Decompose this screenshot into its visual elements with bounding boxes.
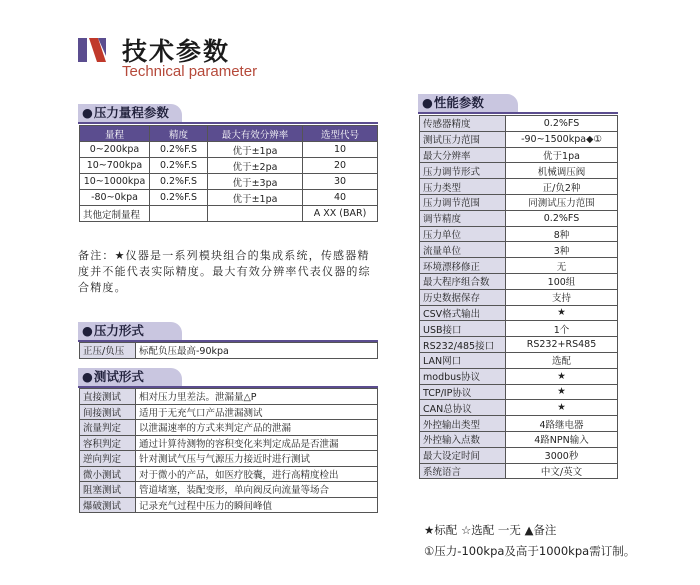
row-label: 压力调节形式 bbox=[420, 163, 506, 179]
table-cell: 优于±3pa bbox=[208, 174, 303, 190]
table-row bbox=[80, 404, 378, 420]
row-label: 系统语言 bbox=[420, 463, 506, 479]
row-label: 阻塞测试 bbox=[80, 482, 136, 498]
row-value: 1个 bbox=[506, 321, 618, 337]
section-title: 测试形式 bbox=[93, 369, 144, 384]
row-label: 容积判定 bbox=[80, 435, 136, 451]
row-label: 直接测试 bbox=[80, 389, 136, 405]
row-label: 流量判定 bbox=[80, 420, 136, 436]
section-header-performance bbox=[418, 94, 518, 112]
table-row bbox=[80, 206, 378, 222]
row-label: TCP/IP协议 bbox=[420, 384, 506, 400]
table-row bbox=[420, 337, 618, 353]
column-header: 量程 bbox=[80, 126, 150, 142]
row-value: 以泄漏速率的方式来判定产品的泄漏 bbox=[136, 420, 378, 436]
table-row bbox=[420, 116, 618, 132]
table-cell bbox=[150, 206, 208, 222]
table-row bbox=[80, 389, 378, 405]
row-label: 逆向判定 bbox=[80, 451, 136, 467]
pressure-range-table bbox=[79, 125, 378, 222]
brand-logo-icon bbox=[78, 38, 106, 62]
row-value: RS232+RS485 bbox=[506, 337, 618, 353]
row-value: ★ bbox=[506, 400, 618, 416]
section-title: 压力形式 bbox=[93, 323, 144, 338]
row-value: 0.2%FS bbox=[506, 116, 618, 132]
row-value: 0.2%FS bbox=[506, 210, 618, 226]
table-cell: 40 bbox=[303, 190, 378, 206]
table-row bbox=[420, 147, 618, 163]
table-row bbox=[420, 179, 618, 195]
row-value: 通过计算待测物的容积变化来判定成品是否泄漏 bbox=[136, 435, 378, 451]
table-row bbox=[420, 194, 618, 210]
table-row bbox=[80, 158, 378, 174]
row-label: 压力类型 bbox=[420, 179, 506, 195]
row-label: 正压/负压 bbox=[80, 343, 136, 359]
table-row bbox=[420, 463, 618, 479]
table-row bbox=[420, 400, 618, 416]
row-value: 管道堵塞，装配变形，单向阀反向流量等场合 bbox=[136, 482, 378, 498]
section-title: 压力量程参数 bbox=[93, 105, 169, 120]
table-row bbox=[420, 226, 618, 242]
row-label: 历史数据保存 bbox=[420, 289, 506, 305]
pressure-form-table bbox=[79, 342, 378, 359]
section-header-test-form bbox=[78, 368, 182, 386]
table-row bbox=[420, 258, 618, 274]
row-label: 间接测试 bbox=[80, 404, 136, 420]
row-label: 调节精度 bbox=[420, 210, 506, 226]
table-cell: 优于±2pa bbox=[208, 158, 303, 174]
row-value: 记录充气过程中压力的瞬间峰值 bbox=[136, 497, 378, 513]
row-label: 微小测试 bbox=[80, 466, 136, 482]
table-row bbox=[80, 343, 378, 359]
row-value: 4路继电器 bbox=[506, 416, 618, 432]
table-cell: 10~1000kpa bbox=[80, 174, 150, 190]
row-value: ★ bbox=[506, 305, 618, 321]
table-cell: 10~700kpa bbox=[80, 158, 150, 174]
row-label: 压力单位 bbox=[420, 226, 506, 242]
row-value: 适用于无充气口产品泄漏测试 bbox=[136, 404, 378, 420]
section-header-pressure-range bbox=[78, 104, 182, 122]
row-value: -90~1500kpa◆① bbox=[506, 131, 618, 147]
row-label: 测试压力范围 bbox=[420, 131, 506, 147]
row-label: CAN总协议 bbox=[420, 400, 506, 416]
column-header: 最大有效分辨率 bbox=[208, 126, 303, 142]
row-value: 对于微小的产品，如医疗胶囊，进行高精度检出 bbox=[136, 466, 378, 482]
table-cell: 优于±1pa bbox=[208, 142, 303, 158]
table-row bbox=[420, 431, 618, 447]
row-label: 爆破测试 bbox=[80, 497, 136, 513]
row-value: 标配负压最高-90kpa bbox=[136, 343, 378, 359]
row-label: USB接口 bbox=[420, 321, 506, 337]
table-cell: -80~0kpa bbox=[80, 190, 150, 206]
column-header: 精度 bbox=[150, 126, 208, 142]
table-cell: A XX (BAR) bbox=[303, 206, 378, 222]
table-cell bbox=[208, 206, 303, 222]
row-value: 8种 bbox=[506, 226, 618, 242]
row-value: 同测试压力范围 bbox=[506, 194, 618, 210]
table-row bbox=[80, 190, 378, 206]
page-title: 技术参数 bbox=[122, 37, 231, 66]
table-cell: 0.2%F.S bbox=[150, 142, 208, 158]
table-row bbox=[420, 163, 618, 179]
row-label: 最大设定时间 bbox=[420, 447, 506, 463]
table-cell: 0.2%F.S bbox=[150, 174, 208, 190]
table-row bbox=[420, 416, 618, 432]
section-header-pressure-form bbox=[78, 322, 182, 340]
column-header: 选型代号 bbox=[303, 126, 378, 142]
table-row bbox=[80, 466, 378, 482]
table-row bbox=[420, 210, 618, 226]
table-cell: 30 bbox=[303, 174, 378, 190]
table-row bbox=[80, 142, 378, 158]
table-row bbox=[80, 435, 378, 451]
row-value: 机械调压阀 bbox=[506, 163, 618, 179]
row-value: 正/负2种 bbox=[506, 179, 618, 195]
bullet-icon: ● bbox=[422, 95, 433, 110]
table-row bbox=[420, 447, 618, 463]
section-divider bbox=[78, 122, 378, 124]
row-value: 相对压力里差法。泄漏量△P bbox=[136, 389, 378, 405]
note-text: 备注：★仪器是一系列模块组合的集成系统，传感器精度并不能代表实际精度。最大有效分辨率代表仪器的综合精度。 bbox=[78, 249, 371, 294]
row-label: 最大程序组合数 bbox=[420, 273, 506, 289]
row-label: 压力调节范围 bbox=[420, 194, 506, 210]
row-label: modbus协议 bbox=[420, 368, 506, 384]
row-label: 流量单位 bbox=[420, 242, 506, 258]
table-row bbox=[420, 305, 618, 321]
table-cell: 0~200kpa bbox=[80, 142, 150, 158]
legend-text: ★标配 ☆选配 一无 ▲备注 bbox=[424, 523, 557, 537]
table-cell: 优于±1pa bbox=[208, 190, 303, 206]
row-value: 无 bbox=[506, 258, 618, 274]
row-value: ★ bbox=[506, 368, 618, 384]
bullet-icon: ● bbox=[82, 105, 93, 120]
table-row bbox=[80, 482, 378, 498]
row-value: 优于1pa bbox=[506, 147, 618, 163]
row-label: 传感器精度 bbox=[420, 116, 506, 132]
row-value: 4路NPN输入 bbox=[506, 431, 618, 447]
row-label: 外控输入点数 bbox=[420, 431, 506, 447]
row-label: CSV格式输出 bbox=[420, 305, 506, 321]
table-cell: 其他定制量程 bbox=[80, 206, 150, 222]
table-row bbox=[420, 242, 618, 258]
table-row bbox=[80, 497, 378, 513]
row-value: 3种 bbox=[506, 242, 618, 258]
table-cell: 10 bbox=[303, 142, 378, 158]
table-cell: 0.2%F.S bbox=[150, 190, 208, 206]
page-subtitle: Technical parameter bbox=[122, 63, 258, 80]
table-row bbox=[420, 273, 618, 289]
row-value: 支持 bbox=[506, 289, 618, 305]
row-label: 外控输出类型 bbox=[420, 416, 506, 432]
row-label: RS232/485接口 bbox=[420, 337, 506, 353]
table-row bbox=[420, 131, 618, 147]
table-row bbox=[80, 174, 378, 190]
footnote-text: ①压力-100kpa及高于1000kpa需订制。 bbox=[424, 544, 636, 558]
row-value: ★ bbox=[506, 384, 618, 400]
table-cell: 20 bbox=[303, 158, 378, 174]
test-form-table bbox=[79, 388, 378, 513]
row-label: 环境漂移修正 bbox=[420, 258, 506, 274]
row-value: 针对测试气压与气源压力接近时进行测试 bbox=[136, 451, 378, 467]
row-value: 3000秒 bbox=[506, 447, 618, 463]
bullet-icon: ● bbox=[82, 323, 93, 338]
table-row bbox=[80, 451, 378, 467]
row-value: 中文/英文 bbox=[506, 463, 618, 479]
row-label: LAN网口 bbox=[420, 352, 506, 368]
row-value: 100组 bbox=[506, 273, 618, 289]
table-row bbox=[420, 289, 618, 305]
table-row bbox=[420, 384, 618, 400]
section-divider bbox=[418, 112, 618, 114]
table-row bbox=[420, 321, 618, 337]
table-row bbox=[80, 420, 378, 436]
row-label: 最大分辨率 bbox=[420, 147, 506, 163]
row-value: 选配 bbox=[506, 352, 618, 368]
table-cell: 0.2%F.S bbox=[150, 158, 208, 174]
table-row bbox=[420, 368, 618, 384]
bullet-icon: ● bbox=[82, 369, 93, 384]
table-row bbox=[420, 352, 618, 368]
performance-table bbox=[419, 115, 618, 479]
section-title: 性能参数 bbox=[433, 95, 484, 110]
